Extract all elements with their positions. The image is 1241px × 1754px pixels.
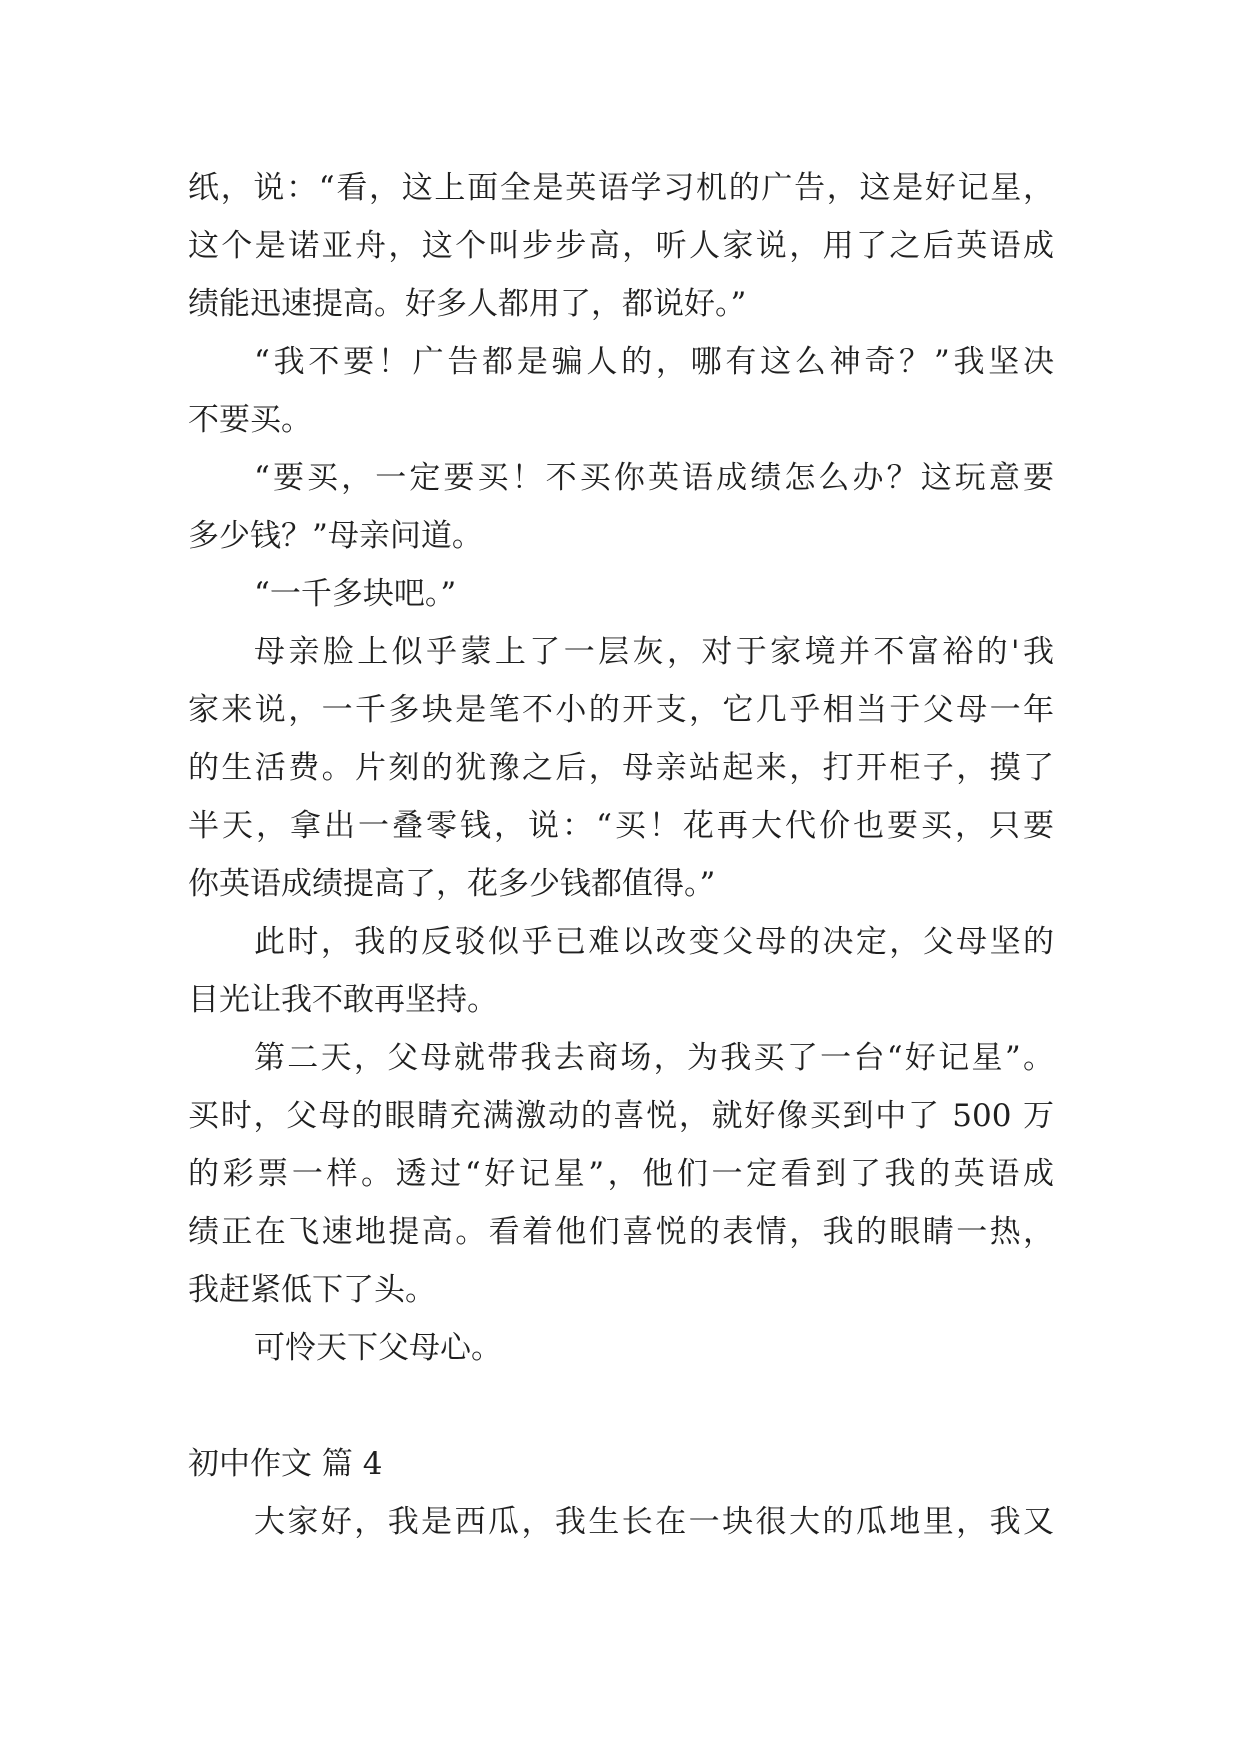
text-line: 半天，拿出一叠零钱，说：“买！花再大代价也要买，只要 — [188, 808, 1054, 844]
text-line: 我赶紧低下了头。 — [188, 1272, 436, 1308]
blank-line — [188, 1377, 1054, 1435]
text-line: 你英语成绩提高了，花多少钱都值得。” — [188, 866, 716, 902]
paragraph — [188, 1493, 1054, 1551]
text-line: “我不要！广告都是骗人的，哪有这么神奇？”我坚决 — [254, 344, 1054, 380]
text-line: 第二天，父母就带我去商场，为我买了一台“好记星”。 — [254, 1040, 1054, 1076]
text-line: 可怜天下父母心。 — [254, 1330, 502, 1366]
text-line: 不要买。 — [188, 402, 312, 438]
text-line: 买时，父母的眼睛充满激动的喜悦，就好像买到中了 500 万 — [188, 1098, 1054, 1134]
text-line: 大家好，我是西瓜，我生长在一块很大的瓜地里，我又 — [254, 1504, 1054, 1540]
text-line: 这个是诺亚舟，这个叫步步高，听人家说，用了之后英语成 — [188, 228, 1054, 264]
text-line: 多少钱？”母亲问道。 — [188, 518, 483, 554]
text-line: 母亲脸上似乎蒙上了一层灰，对于家境并不富裕的'我 — [254, 634, 1054, 670]
text-line: 绩正在飞速地提高。看着他们喜悦的表情，我的眼睛一热， — [188, 1214, 1054, 1250]
text-line: 绩能迅速提高。好多人都用了，都说好。” — [188, 286, 747, 322]
text-line: 的彩票一样。透过“好记星”，他们一定看到了我的英语成 — [188, 1156, 1054, 1192]
text-line: 此时，我的反驳似乎已难以改变父母的决定，父母坚的 — [254, 924, 1054, 960]
paragraph — [188, 913, 1054, 1029]
paragraph — [188, 1319, 1054, 1377]
paragraph — [188, 1029, 1054, 1319]
paragraph — [188, 449, 1054, 565]
text-line: 目光让我不敢再坚持。 — [188, 982, 498, 1018]
text-line: 家来说，一千多块是笔不小的开支，它几乎相当于父母一年 — [188, 692, 1054, 728]
text-line: 纸，说：“看，这上面全是英语学习机的广告，这是好记星， — [188, 170, 1054, 206]
paragraph — [188, 159, 1054, 333]
section-heading: 初中作文 篇 4 — [188, 1446, 383, 1482]
text-line: 的生活费。片刻的犹豫之后，母亲站起来，打开柜子，摸了 — [188, 750, 1054, 786]
paragraph — [188, 565, 1054, 623]
paragraph — [188, 333, 1054, 449]
text-line: “要买，一定要买！不买你英语成绩怎么办？这玩意要 — [254, 460, 1054, 496]
document-body — [188, 159, 1054, 1551]
paragraph — [188, 623, 1054, 913]
text-line: “一千多块吧。” — [254, 576, 457, 612]
